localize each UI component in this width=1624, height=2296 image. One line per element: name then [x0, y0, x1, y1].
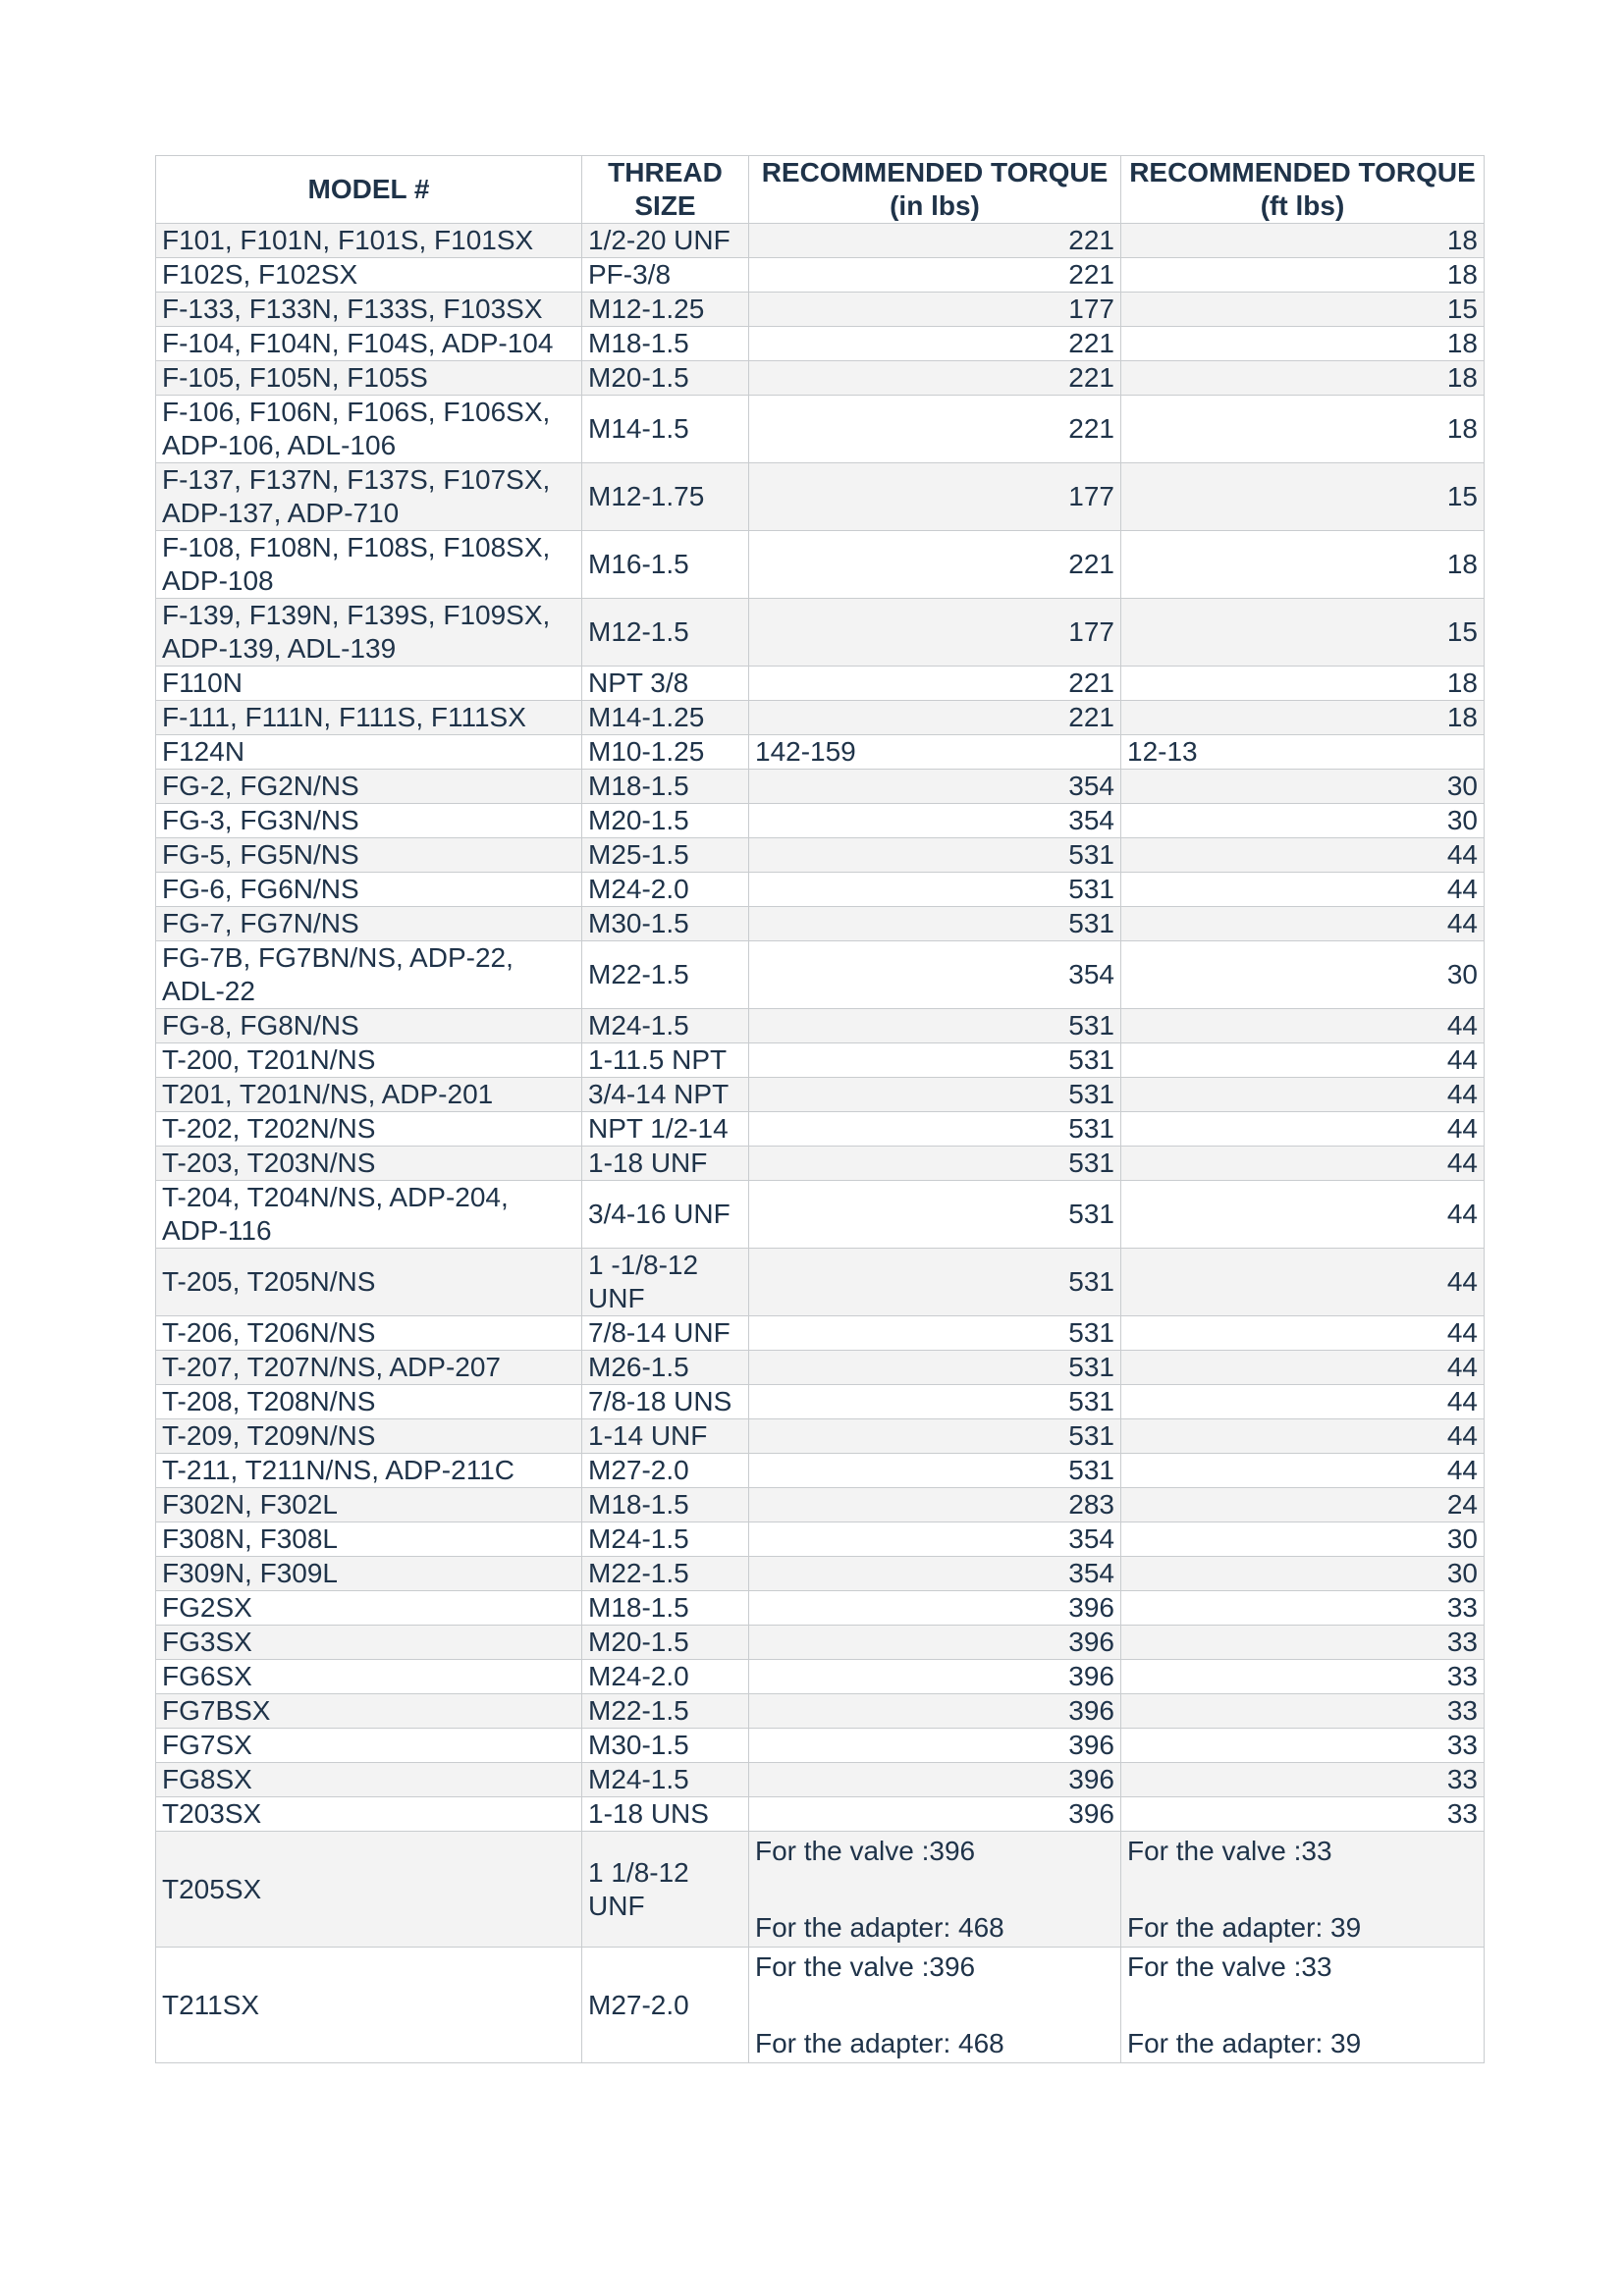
cell-model: F-104, F104N, F104S, ADP-104 [156, 327, 582, 361]
cell-model: FG-2, FG2N/NS [156, 770, 582, 804]
torque-table [155, 155, 1485, 2063]
header-torque-ft-lbs: RECOMMENDED TORQUE (ft lbs) [1121, 156, 1485, 224]
cell-torque-ft-lbs: 44 [1121, 1112, 1485, 1147]
cell-model: T-205, T205N/NS [156, 1249, 582, 1316]
cell-model: T-203, T203N/NS [156, 1147, 582, 1181]
cell-model: FG-8, FG8N/NS [156, 1009, 582, 1043]
table-row [156, 1249, 1485, 1316]
table-row [156, 396, 1485, 463]
cell-torque-ft-lbs: 18 [1121, 258, 1485, 293]
table-row [156, 1694, 1485, 1729]
cell-thread-size: 1-18 UNF [582, 1147, 749, 1181]
cell-thread-size: M25-1.5 [582, 838, 749, 873]
cell-torque-ft-lbs: 33 [1121, 1694, 1485, 1729]
cell-model: T-204, T204N/NS, ADP-204, ADP-116 [156, 1181, 582, 1249]
cell-torque-ft-lbs: 30 [1121, 804, 1485, 838]
cell-torque-ft-lbs: 18 [1121, 361, 1485, 396]
cell-thread-size: M22-1.5 [582, 941, 749, 1009]
table-row [156, 770, 1485, 804]
cell-torque-in-lbs: 531 [749, 838, 1121, 873]
cell-torque-in-lbs: 531 [749, 1043, 1121, 1078]
table-row [156, 873, 1485, 907]
table-row [156, 1797, 1485, 1832]
cell-model: F-139, F139N, F139S, F109SX, ADP-139, ADL-139 [156, 599, 582, 667]
table-row [156, 667, 1485, 701]
cell-model: F-106, F106N, F106S, F106SX, ADP-106, ADL-106 [156, 396, 582, 463]
cell-torque-in-lbs: 221 [749, 701, 1121, 735]
cell-torque-in-lbs: 396 [749, 1626, 1121, 1660]
cell-torque-ft-lbs: 30 [1121, 1557, 1485, 1591]
cell-torque-in-lbs: 354 [749, 1522, 1121, 1557]
cell-torque-ft-lbs: 33 [1121, 1763, 1485, 1797]
table-row [156, 1763, 1485, 1797]
table-row [156, 1385, 1485, 1419]
cell-torque-in-lbs: 221 [749, 258, 1121, 293]
cell-model: FG-6, FG6N/NS [156, 873, 582, 907]
cell-torque-in-lbs: 396 [749, 1660, 1121, 1694]
cell-torque-ft-lbs: 33 [1121, 1660, 1485, 1694]
table-row [156, 735, 1485, 770]
cell-torque-in-lbs: For the valve :396 For the adapter: 468 [749, 1948, 1121, 2063]
cell-torque-in-lbs: 531 [749, 873, 1121, 907]
table-row [156, 1112, 1485, 1147]
cell-model: T-200, T201N/NS [156, 1043, 582, 1078]
cell-torque-ft-lbs: 18 [1121, 224, 1485, 258]
table-row [156, 599, 1485, 667]
header-row [156, 156, 1485, 224]
cell-torque-in-lbs: 177 [749, 599, 1121, 667]
cell-torque-ft-lbs: 18 [1121, 396, 1485, 463]
cell-thread-size: 7/8-18 UNS [582, 1385, 749, 1419]
cell-thread-size: 1/2-20 UNF [582, 224, 749, 258]
cell-torque-in-lbs: 531 [749, 1147, 1121, 1181]
cell-model: T-202, T202N/NS [156, 1112, 582, 1147]
cell-torque-ft-lbs: 44 [1121, 1351, 1485, 1385]
table-row [156, 1078, 1485, 1112]
cell-torque-in-lbs: For the valve :396 For the adapter: 468 [749, 1832, 1121, 1948]
cell-torque-ft-lbs: 33 [1121, 1591, 1485, 1626]
cell-torque-in-lbs: 531 [749, 1316, 1121, 1351]
cell-torque-ft-lbs: 44 [1121, 1009, 1485, 1043]
table-row [156, 1351, 1485, 1385]
table-row [156, 1660, 1485, 1694]
cell-torque-in-lbs: 221 [749, 327, 1121, 361]
table-row [156, 1488, 1485, 1522]
cell-thread-size: M12-1.75 [582, 463, 749, 531]
cell-torque-in-lbs: 396 [749, 1694, 1121, 1729]
cell-torque-ft-lbs: 30 [1121, 1522, 1485, 1557]
cell-thread-size: 1-11.5 NPT [582, 1043, 749, 1078]
cell-torque-in-lbs: 354 [749, 770, 1121, 804]
cell-thread-size: 3/4-14 NPT [582, 1078, 749, 1112]
cell-torque-in-lbs: 531 [749, 1454, 1121, 1488]
table-row [156, 258, 1485, 293]
table-row [156, 1147, 1485, 1181]
table-row [156, 1626, 1485, 1660]
table-row [156, 1591, 1485, 1626]
cell-model: F-105, F105N, F105S [156, 361, 582, 396]
cell-thread-size: M24-1.5 [582, 1763, 749, 1797]
cell-torque-ft-lbs: 44 [1121, 1316, 1485, 1351]
header-model: MODEL # [156, 156, 582, 224]
table-header [156, 156, 1485, 224]
cell-model: F309N, F309L [156, 1557, 582, 1591]
cell-thread-size: 1-14 UNF [582, 1419, 749, 1454]
cell-model: T-211, T211N/NS, ADP-211C [156, 1454, 582, 1488]
cell-thread-size: M27-2.0 [582, 1454, 749, 1488]
table-row [156, 327, 1485, 361]
cell-thread-size: M16-1.5 [582, 531, 749, 599]
cell-torque-in-lbs: 221 [749, 667, 1121, 701]
cell-thread-size: 3/4-16 UNF [582, 1181, 749, 1249]
cell-thread-size: M30-1.5 [582, 907, 749, 941]
cell-thread-size: M22-1.5 [582, 1557, 749, 1591]
cell-thread-size: 1 -1/8-12 UNF [582, 1249, 749, 1316]
cell-model: F124N [156, 735, 582, 770]
cell-model: F102S, F102SX [156, 258, 582, 293]
cell-model: T-208, T208N/NS [156, 1385, 582, 1419]
cell-thread-size: M27-2.0 [582, 1948, 749, 2063]
table-row [156, 463, 1485, 531]
cell-model: FG6SX [156, 1660, 582, 1694]
cell-torque-in-lbs: 531 [749, 1419, 1121, 1454]
cell-model: T-206, T206N/NS [156, 1316, 582, 1351]
cell-model: FG-5, FG5N/NS [156, 838, 582, 873]
cell-torque-in-lbs: 531 [749, 1385, 1121, 1419]
cell-thread-size: M24-1.5 [582, 1009, 749, 1043]
cell-model: FG-7B, FG7BN/NS, ADP-22, ADL-22 [156, 941, 582, 1009]
cell-model: F-111, F111N, F111S, F111SX [156, 701, 582, 735]
cell-torque-ft-lbs: 15 [1121, 463, 1485, 531]
cell-torque-ft-lbs: 44 [1121, 907, 1485, 941]
cell-model: FG7SX [156, 1729, 582, 1763]
cell-torque-in-lbs: 531 [749, 1249, 1121, 1316]
cell-model: FG8SX [156, 1763, 582, 1797]
cell-torque-ft-lbs: 33 [1121, 1797, 1485, 1832]
cell-torque-ft-lbs: 44 [1121, 873, 1485, 907]
table-row [156, 804, 1485, 838]
cell-thread-size: M24-2.0 [582, 873, 749, 907]
cell-model: T211SX [156, 1948, 582, 2063]
cell-model: FG-7, FG7N/NS [156, 907, 582, 941]
cell-model: T-209, T209N/NS [156, 1419, 582, 1454]
cell-thread-size: M18-1.5 [582, 327, 749, 361]
table-row [156, 361, 1485, 396]
cell-torque-in-lbs: 354 [749, 804, 1121, 838]
cell-thread-size: M24-1.5 [582, 1522, 749, 1557]
table-row [156, 838, 1485, 873]
cell-torque-ft-lbs: 44 [1121, 1078, 1485, 1112]
cell-torque-in-lbs: 221 [749, 396, 1121, 463]
table-body [156, 224, 1485, 2063]
header-thread-size: THREAD SIZE [582, 156, 749, 224]
cell-model: T203SX [156, 1797, 582, 1832]
cell-torque-in-lbs: 354 [749, 941, 1121, 1009]
table-row [156, 1454, 1485, 1488]
header-torque-in-lbs: RECOMMENDED TORQUE (in lbs) [749, 156, 1121, 224]
cell-thread-size: M20-1.5 [582, 804, 749, 838]
cell-torque-in-lbs: 177 [749, 463, 1121, 531]
cell-model: F302N, F302L [156, 1488, 582, 1522]
cell-thread-size: M24-2.0 [582, 1660, 749, 1694]
cell-torque-ft-lbs: For the valve :33 For the adapter: 39 [1121, 1948, 1485, 2063]
table-row [156, 1522, 1485, 1557]
cell-torque-in-lbs: 531 [749, 1112, 1121, 1147]
cell-thread-size: M20-1.5 [582, 1626, 749, 1660]
cell-torque-in-lbs: 221 [749, 224, 1121, 258]
cell-model: F-108, F108N, F108S, F108SX, ADP-108 [156, 531, 582, 599]
cell-thread-size: PF-3/8 [582, 258, 749, 293]
cell-torque-in-lbs: 142-159 [749, 735, 1121, 770]
cell-torque-in-lbs: 531 [749, 1181, 1121, 1249]
cell-torque-in-lbs: 177 [749, 293, 1121, 327]
cell-thread-size: NPT 3/8 [582, 667, 749, 701]
cell-model: FG7BSX [156, 1694, 582, 1729]
table-row [156, 1832, 1485, 1948]
cell-torque-in-lbs: 283 [749, 1488, 1121, 1522]
cell-thread-size: M18-1.5 [582, 1488, 749, 1522]
cell-torque-ft-lbs: 44 [1121, 1181, 1485, 1249]
cell-torque-in-lbs: 354 [749, 1557, 1121, 1591]
cell-thread-size: 7/8-14 UNF [582, 1316, 749, 1351]
cell-thread-size: M20-1.5 [582, 361, 749, 396]
cell-torque-ft-lbs: 18 [1121, 531, 1485, 599]
cell-torque-ft-lbs: 24 [1121, 1488, 1485, 1522]
cell-model: FG3SX [156, 1626, 582, 1660]
cell-torque-ft-lbs: 15 [1121, 293, 1485, 327]
cell-thread-size: M18-1.5 [582, 1591, 749, 1626]
table-row [156, 1948, 1485, 2063]
table-row [156, 293, 1485, 327]
cell-torque-ft-lbs: 18 [1121, 701, 1485, 735]
cell-torque-ft-lbs: 33 [1121, 1626, 1485, 1660]
cell-torque-ft-lbs: 44 [1121, 1043, 1485, 1078]
cell-torque-ft-lbs: 44 [1121, 1147, 1485, 1181]
cell-torque-in-lbs: 221 [749, 531, 1121, 599]
cell-torque-in-lbs: 221 [749, 361, 1121, 396]
table-row [156, 1419, 1485, 1454]
table-row [156, 701, 1485, 735]
cell-thread-size: M12-1.25 [582, 293, 749, 327]
cell-torque-ft-lbs: 30 [1121, 770, 1485, 804]
cell-torque-ft-lbs: 44 [1121, 1249, 1485, 1316]
cell-model: FG2SX [156, 1591, 582, 1626]
cell-model: T-207, T207N/NS, ADP-207 [156, 1351, 582, 1385]
cell-model: T201, T201N/NS, ADP-201 [156, 1078, 582, 1112]
table-row [156, 224, 1485, 258]
table-row [156, 531, 1485, 599]
cell-torque-in-lbs: 396 [749, 1763, 1121, 1797]
cell-model: F101, F101N, F101S, F101SX [156, 224, 582, 258]
cell-model: F-137, F137N, F137S, F107SX, ADP-137, ADP-710 [156, 463, 582, 531]
cell-torque-ft-lbs: 44 [1121, 1419, 1485, 1454]
cell-torque-ft-lbs: 12-13 [1121, 735, 1485, 770]
cell-torque-in-lbs: 531 [749, 907, 1121, 941]
table-row [156, 1557, 1485, 1591]
cell-thread-size: M14-1.25 [582, 701, 749, 735]
cell-torque-ft-lbs: 18 [1121, 667, 1485, 701]
cell-thread-size: M12-1.5 [582, 599, 749, 667]
cell-torque-in-lbs: 531 [749, 1351, 1121, 1385]
cell-torque-in-lbs: 531 [749, 1009, 1121, 1043]
cell-thread-size: NPT 1/2-14 [582, 1112, 749, 1147]
cell-thread-size: 1 1/8-12 UNF [582, 1832, 749, 1948]
cell-model: FG-3, FG3N/NS [156, 804, 582, 838]
cell-thread-size: M30-1.5 [582, 1729, 749, 1763]
cell-thread-size: M14-1.5 [582, 396, 749, 463]
table-row [156, 1729, 1485, 1763]
cell-torque-in-lbs: 396 [749, 1591, 1121, 1626]
cell-model: F110N [156, 667, 582, 701]
table-row [156, 1316, 1485, 1351]
table-row [156, 1043, 1485, 1078]
cell-torque-ft-lbs: 30 [1121, 941, 1485, 1009]
cell-torque-ft-lbs: 44 [1121, 1454, 1485, 1488]
cell-thread-size: 1-18 UNS [582, 1797, 749, 1832]
cell-torque-ft-lbs: 18 [1121, 327, 1485, 361]
table-row [156, 1181, 1485, 1249]
table-row [156, 1009, 1485, 1043]
cell-torque-ft-lbs: 44 [1121, 838, 1485, 873]
cell-model: F308N, F308L [156, 1522, 582, 1557]
cell-torque-ft-lbs: 15 [1121, 599, 1485, 667]
cell-thread-size: M26-1.5 [582, 1351, 749, 1385]
cell-thread-size: M22-1.5 [582, 1694, 749, 1729]
cell-torque-in-lbs: 396 [749, 1729, 1121, 1763]
table-row [156, 941, 1485, 1009]
cell-torque-in-lbs: 531 [749, 1078, 1121, 1112]
cell-thread-size: M10-1.25 [582, 735, 749, 770]
table-row [156, 907, 1485, 941]
cell-torque-ft-lbs: 33 [1121, 1729, 1485, 1763]
cell-torque-ft-lbs: 44 [1121, 1385, 1485, 1419]
cell-torque-in-lbs: 396 [749, 1797, 1121, 1832]
cell-model: F-133, F133N, F133S, F103SX [156, 293, 582, 327]
cell-thread-size: M18-1.5 [582, 770, 749, 804]
cell-torque-ft-lbs: For the valve :33 For the adapter: 39 [1121, 1832, 1485, 1948]
cell-model: T205SX [156, 1832, 582, 1948]
